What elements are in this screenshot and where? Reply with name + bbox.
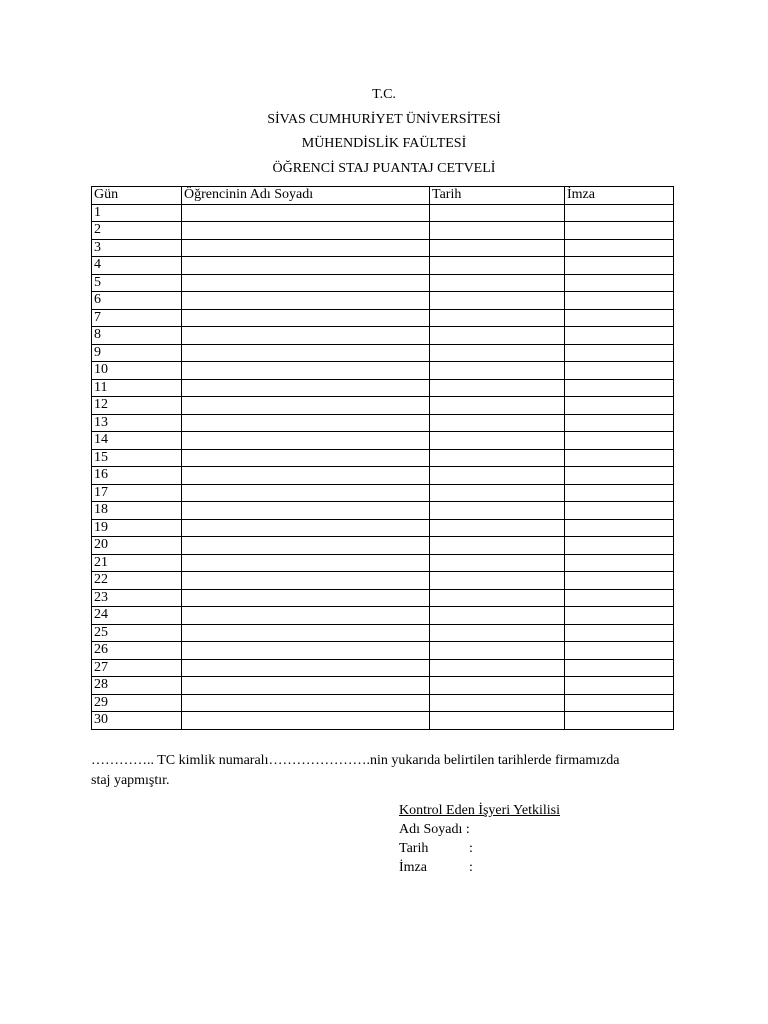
date-cell [430,309,565,327]
signature-cell [565,659,674,677]
day-cell: 30 [92,712,182,730]
table-row [92,344,674,362]
date-cell [430,677,565,695]
student-name-cell [182,257,430,275]
table-body [92,204,674,729]
table-row [92,239,674,257]
date-cell [430,537,565,555]
table-row [92,222,674,240]
signature-date-colon: : [469,841,473,856]
day-cell: 17 [92,484,182,502]
day-cell: 12 [92,397,182,415]
date-cell [430,397,565,415]
day-cell: 26 [92,642,182,660]
table-row [92,502,674,520]
student-name-cell [182,642,430,660]
signature-cell [565,292,674,310]
header-form-title: ÖĞRENCİ STAJ PUANTAJ CETVELİ [272,161,496,177]
day-cell: 21 [92,554,182,572]
date-cell [430,694,565,712]
signature-date-label: Tarih [399,841,429,856]
date-cell [430,449,565,467]
student-name-cell [182,519,430,537]
table-row [92,607,674,625]
student-name-cell [182,414,430,432]
date-cell [430,502,565,520]
date-cell [430,467,565,485]
signature-cell [565,642,674,660]
day-cell: 7 [92,309,182,327]
table-row [92,484,674,502]
student-name-cell [182,537,430,555]
signature-cell [565,449,674,467]
student-name-cell [182,327,430,345]
date-cell [430,292,565,310]
signature-cell [565,327,674,345]
table-row [92,659,674,677]
date-cell [430,344,565,362]
day-cell: 20 [92,537,182,555]
date-cell [430,589,565,607]
table-row [92,624,674,642]
signature-cell [565,677,674,695]
student-name-cell [182,554,430,572]
header-faculty: MÜHENDİSLİK FAÜLTESİ [301,136,467,152]
date-cell [430,379,565,397]
signature-sign-row [399,858,560,877]
day-cell: 5 [92,274,182,292]
day-cell: 14 [92,432,182,450]
signature-cell [565,239,674,257]
table-row [92,467,674,485]
date-cell [430,484,565,502]
student-name-cell [182,572,430,590]
day-cell: 6 [92,292,182,310]
day-cell: 2 [92,222,182,240]
date-cell [430,204,565,222]
table-row [92,379,674,397]
day-cell: 8 [92,327,182,345]
table-row [92,694,674,712]
student-name-cell [182,659,430,677]
student-name-cell [182,467,430,485]
table-row [92,554,674,572]
signature-cell [565,222,674,240]
header-university: SİVAS CUMHURİYET ÜNİVERSİTESİ [267,111,501,127]
date-cell [430,274,565,292]
table-row [92,327,674,345]
student-name-cell [182,484,430,502]
table-row [92,712,674,730]
table-row [92,292,674,310]
table-row [92,677,674,695]
table-row [92,642,674,660]
student-name-cell [182,379,430,397]
day-cell: 24 [92,607,182,625]
date-cell [430,712,565,730]
statement-paragraph [91,751,681,791]
table-row [92,414,674,432]
signature-cell [565,484,674,502]
table-row [92,432,674,450]
signature-block [399,801,560,877]
signature-cell [565,624,674,642]
student-name-cell [182,292,430,310]
signature-cell [565,397,674,415]
day-cell: 1 [92,204,182,222]
day-cell: 3 [92,239,182,257]
document-header [0,85,768,184]
student-name-cell [182,624,430,642]
date-cell [430,554,565,572]
day-cell: 13 [92,414,182,432]
table-row [92,572,674,590]
student-name-cell [182,589,430,607]
day-cell: 19 [92,519,182,537]
day-cell: 10 [92,362,182,380]
column-header-student-name: Öğrencinin Adı Soyadı [182,187,430,205]
signature-sign-label: İmza [399,860,427,875]
table-row [92,274,674,292]
day-cell: 23 [92,589,182,607]
signature-cell [565,694,674,712]
student-name-cell [182,309,430,327]
date-cell [430,257,565,275]
signature-cell [565,589,674,607]
table-row [92,537,674,555]
table-row [92,204,674,222]
signature-title: Kontrol Eden İşyeri Yetkilisi [399,803,560,818]
date-cell [430,642,565,660]
signature-cell [565,519,674,537]
signature-cell [565,274,674,292]
day-cell: 9 [92,344,182,362]
day-cell: 22 [92,572,182,590]
day-cell: 18 [92,502,182,520]
table-row [92,589,674,607]
date-cell [430,239,565,257]
table-row [92,362,674,380]
day-cell: 15 [92,449,182,467]
student-name-cell [182,607,430,625]
student-name-cell [182,677,430,695]
day-cell: 28 [92,677,182,695]
signature-cell [565,309,674,327]
date-cell [430,624,565,642]
signature-cell [565,379,674,397]
student-name-cell [182,397,430,415]
signature-cell [565,537,674,555]
date-cell [430,327,565,345]
table-row [92,397,674,415]
header-tc: T.C. [372,87,396,102]
day-cell: 16 [92,467,182,485]
table-row [92,519,674,537]
student-name-cell [182,222,430,240]
student-name-cell [182,694,430,712]
column-header-date: Tarih [430,187,565,205]
table-row [92,309,674,327]
date-cell [430,659,565,677]
statement-line-1: ………….. TC kimlik numaralı………………….nin yukarıda belirtilen tarihlerde firmamızda [91,753,620,768]
signature-cell [565,607,674,625]
signature-cell [565,204,674,222]
date-cell [430,519,565,537]
student-name-cell [182,502,430,520]
table-row [92,257,674,275]
date-cell [430,414,565,432]
signature-cell [565,362,674,380]
signature-cell [565,554,674,572]
signature-cell [565,712,674,730]
student-name-cell [182,344,430,362]
student-name-cell [182,449,430,467]
date-cell [430,432,565,450]
student-name-cell [182,274,430,292]
statement-line-2: staj yapmıştır. [91,773,170,788]
day-cell: 27 [92,659,182,677]
student-name-cell [182,712,430,730]
table-header-row [92,187,674,205]
student-name-cell [182,432,430,450]
signature-cell [565,257,674,275]
date-cell [430,362,565,380]
date-cell [430,572,565,590]
day-cell: 25 [92,624,182,642]
signature-cell [565,432,674,450]
signature-cell [565,502,674,520]
date-cell [430,607,565,625]
column-header-signature: İmza [565,187,674,205]
signature-cell [565,344,674,362]
attendance-table [91,186,674,730]
column-header-day: Gün [92,187,182,205]
signature-cell [565,467,674,485]
day-cell: 11 [92,379,182,397]
signature-cell [565,414,674,432]
signature-date-row [399,839,560,858]
student-name-cell [182,362,430,380]
table-row [92,449,674,467]
day-cell: 4 [92,257,182,275]
day-cell: 29 [92,694,182,712]
date-cell [430,222,565,240]
signature-cell [565,572,674,590]
student-name-cell [182,204,430,222]
signature-sign-colon: : [469,860,473,875]
signature-name-label: Adı Soyadı : [399,822,470,837]
student-name-cell [182,239,430,257]
